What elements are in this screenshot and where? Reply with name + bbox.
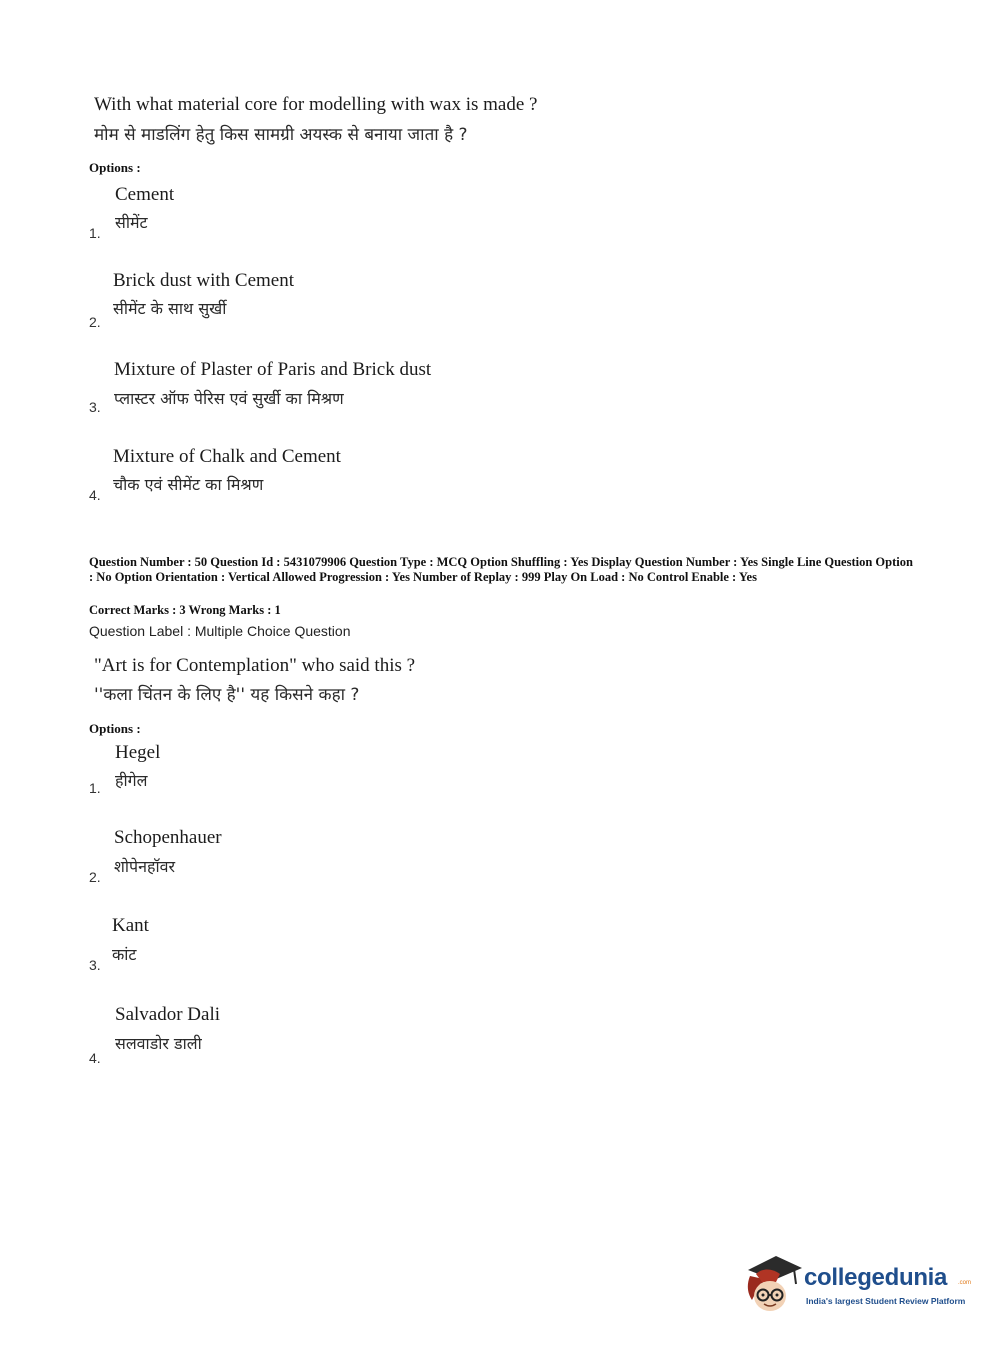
option-text-en: Salvador Dali [115, 1004, 221, 1025]
option-text-en: Brick dust with Cement [113, 270, 295, 291]
option-text-hi: सलवाडोर डाली [115, 1034, 202, 1053]
option-number: 3. [89, 957, 101, 973]
question-1-text-en: With what material core for modelling with wax is made ? [94, 94, 538, 115]
option-text-hi: चौक एवं सीमेंट का मिश्रण [113, 475, 264, 494]
option-text-en: Kant [112, 915, 149, 936]
option-number: 3. [89, 399, 101, 415]
options-heading: Options : [89, 160, 141, 175]
option-number: 1. [89, 225, 101, 241]
question-label: Question Label : Multiple Choice Question [89, 623, 351, 639]
option-number: 4. [89, 1050, 101, 1066]
option-text-en: Hegel [115, 742, 161, 763]
option-number: 2. [89, 314, 101, 330]
question-2-text-hi: ''कला चिंतन के लिए है'' यह किसने कहा ? [94, 685, 360, 705]
option-text-hi: सीमेंट [115, 213, 148, 232]
option-number: 2. [89, 869, 101, 885]
option-text-hi: शोपेनहॉवर [114, 857, 176, 876]
option-text-hi: कांट [112, 945, 137, 964]
question-2-text-en: "Art is for Contemplation" who said this ? [94, 655, 416, 676]
option-number: 1. [89, 780, 101, 796]
question-meta-line: Question Number : 50 Question Id : 5431079906 Question Type : MCQ Option Shuffling : Yes Display Question Number : Yes Single Line Question Option : No Option Orientation : Vertical Allowed Progression : Yes Number of Replay : 999 Play On Load : No Control Enable : Yes [89, 555, 913, 584]
option-text-hi: हीगेल [115, 771, 148, 790]
marks-line: Correct Marks : 3 Wrong Marks : 1 [89, 603, 281, 617]
logo-tagline: India's largest Student Review Platform [806, 1296, 966, 1306]
option-text-en: Mixture of Chalk and Cement [113, 446, 341, 467]
collegedunia-logo[interactable] [742, 1250, 972, 1320]
mascot-icon [742, 1250, 802, 1314]
question-1-text-hi: मोम से माडलिंग हेतु किस सामग्री अयस्क से बनाया जाता है ? [94, 125, 468, 145]
option-number: 4. [89, 487, 101, 503]
option-text-hi: प्लास्टर ऑफ पेरिस एवं सुर्खी का मिश्रण [114, 389, 344, 408]
option-text-en: Cement [115, 184, 175, 205]
logo-wordmark: collegedunia [804, 1264, 948, 1291]
options-heading: Options : [89, 721, 141, 736]
option-text-en: Schopenhauer [114, 827, 222, 848]
option-text-hi: सीमेंट के साथ सुर्खी [113, 299, 227, 318]
option-text-en: Mixture of Plaster of Paris and Brick dust [114, 359, 432, 380]
logo-com: .com [958, 1280, 972, 1286]
